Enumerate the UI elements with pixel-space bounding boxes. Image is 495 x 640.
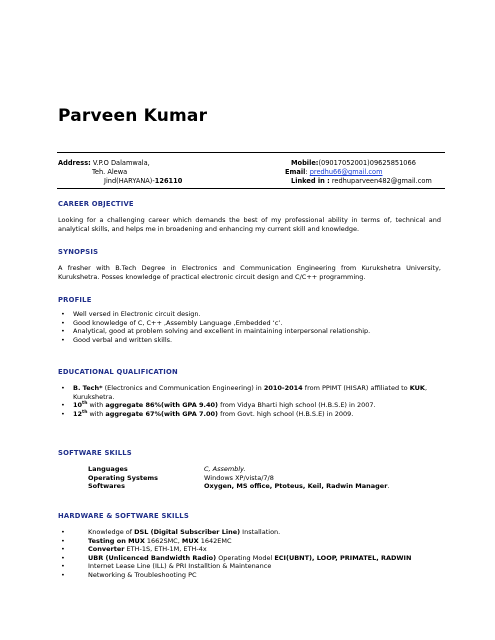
bullet-icon: •: [61, 401, 65, 410]
bullet-icon: •: [61, 562, 65, 571]
bullet-icon: •: [61, 384, 65, 392]
btech-years: 2010-2014: [263, 384, 303, 392]
email-line: [285, 168, 383, 177]
list-item: [58, 327, 441, 336]
hw-bold: Converter: [88, 545, 125, 554]
tenth-sup: th: [82, 401, 88, 407]
bullet-icon: •: [61, 545, 65, 554]
twelfth-sup: th: [82, 409, 88, 415]
hw-bold: DSL (Digital Subscriber Line): [134, 528, 241, 536]
education-item-12th: [58, 410, 441, 419]
bullet-icon: •: [61, 327, 65, 336]
profile-list: [58, 310, 441, 344]
education-list: [58, 384, 441, 418]
list-item: [58, 528, 441, 537]
twelfth-aggregate: aggregate 67%(with GPA 7.00): [105, 409, 219, 418]
hw-text: ETH-1S, ETH-1M, ETH-4x: [124, 545, 207, 554]
hw-text: Operating Model: [216, 553, 275, 562]
education-heading: EDUCATIONAL QUALIFICATION: [58, 368, 178, 376]
list-item-text: Good verbal and written skills.: [73, 335, 173, 344]
resume-name: Parveen Kumar: [58, 106, 208, 126]
skill-label: Languages: [88, 465, 128, 473]
btech-tail: ,: [424, 384, 428, 392]
skill-value: Windows XP/vista/7/8: [204, 473, 274, 482]
skill-value-bold: Oxygen, MS office, Ptoteus, Keil, Radwin Manager: [204, 482, 388, 491]
skill-value: [204, 482, 389, 491]
list-item: [58, 571, 441, 580]
twelfth-rest: from Govt. high school (H.B.S.E) in 2009.: [218, 409, 354, 418]
tenth-with: with: [87, 401, 106, 410]
mobile-label: Mobile:: [291, 159, 319, 167]
career-objective-heading: CAREER OBJECTIVE: [58, 200, 134, 208]
skill-value: C, Assembly.: [204, 465, 246, 473]
btech-degree: B. Tech*: [73, 384, 103, 392]
tenth-rest: from Vidya Bharti high school (H.B.S.E) in 2007.: [218, 401, 376, 410]
email-link[interactable]: predhu66@gmail.com: [309, 168, 383, 176]
address-line-3: [104, 177, 182, 186]
synopsis-heading: SYNOPSIS: [58, 248, 99, 256]
btech-from: from PPIMT (HISAR) affiliated to: [302, 384, 410, 392]
email-label: Email: [285, 168, 306, 176]
tenth-num: 10: [73, 401, 83, 410]
twelfth-with: with: [87, 409, 106, 418]
hw-bold: Testing on MUX: [88, 536, 145, 545]
hw-text: Internet Lease Line (ILL) & PRI Installtion & Maintenance: [88, 562, 272, 571]
bullet-icon: •: [61, 409, 65, 418]
btech-city: Kurukshetra.: [73, 392, 115, 401]
list-item: [58, 537, 441, 546]
hw-text: Installation.: [240, 528, 281, 536]
tenth-aggregate: aggregate 86%(with GPA 9.40): [105, 401, 219, 410]
list-item: [58, 336, 441, 345]
bullet-icon: •: [61, 335, 65, 344]
list-item-text: Good knowledge of C, C++ ,Assembly Language ,Embedded ‘c’.: [73, 318, 283, 327]
career-objective-text: Looking for a challenging career which demands the best of my professional ability in terms of, technical and analytical skills, and helps me in broadening and enhancing my current skill and knowledge.: [58, 216, 441, 233]
email-separator: :: [305, 168, 310, 176]
bullet-icon: •: [61, 310, 65, 318]
hw-text: 1662SMC,: [144, 536, 182, 545]
linkedin-value: redhuparveen482@gmail.com: [329, 177, 432, 185]
list-item: [58, 554, 441, 563]
list-item: [58, 545, 441, 554]
skill-label: Softwares: [88, 482, 125, 491]
btech-detail: (Electronics and Communication Engineering) in: [102, 384, 264, 392]
btech-university: KUK: [409, 384, 425, 392]
list-item-text: Analytical, good at problem solving and excellent in maintaining interpersonal relationship.: [73, 327, 371, 336]
address-street: V.P.O Dalamwala,: [92, 159, 150, 167]
bullet-icon: •: [61, 553, 65, 562]
education-item-btech: [58, 384, 441, 401]
bullet-icon: •: [61, 318, 65, 327]
hardware-skills-list: [58, 528, 441, 580]
hw-text: Knowledge of: [88, 528, 135, 536]
list-item-text: Well versed in Electronic circuit design.: [73, 310, 201, 318]
hardware-skills-heading: HARDWARE & SOFTWARE SKILLS: [58, 512, 189, 520]
list-item: [58, 319, 441, 328]
address-line-1: [58, 159, 150, 168]
list-item: [58, 310, 441, 319]
skill-value-tail: .: [387, 482, 390, 491]
mobile-line: [291, 159, 416, 168]
hw-bold: ECI(UBNT), LOOP, PRIMATEL, RADWIN: [274, 553, 412, 562]
header-divider-bottom: [57, 188, 445, 189]
address-label: Address:: [58, 159, 91, 167]
header-divider-top: [57, 152, 445, 153]
hw-text: Networking & Troubleshooting PC: [88, 570, 197, 579]
profile-heading: PROFILE: [58, 296, 92, 304]
education-item-10th: [58, 401, 441, 410]
bullet-icon: •: [61, 528, 65, 536]
linkedin-label: Linked in :: [291, 177, 330, 185]
synopsis-text: A fresher with B.Tech Degree in Electronics and Communication Engineering from Kurukshetra University, Kurukshetra. Posses knowledge of practical electronic circuit design and C/C++ programming.: [58, 264, 441, 281]
linkedin-line: [291, 177, 432, 186]
hw-text: 1642EMC: [198, 536, 232, 545]
hw-bold: MUX: [181, 536, 199, 545]
address-city: Jind(HARYANA)-: [104, 177, 155, 185]
skill-label: Operating Systems: [88, 473, 159, 482]
hw-bold: UBR (Unlicenced Bandwidth Radio): [88, 553, 217, 562]
twelfth-num: 12: [73, 409, 83, 418]
software-skills-heading: SOFTWARE SKILLS: [58, 449, 132, 457]
address-line-2: Teh. Alewa: [92, 168, 128, 176]
list-item: [58, 562, 441, 571]
mobile-value: (09017052001)09625851066: [318, 159, 416, 167]
address-pin: 126110: [154, 177, 183, 185]
bullet-icon: •: [61, 536, 65, 545]
bullet-icon: •: [61, 570, 65, 579]
